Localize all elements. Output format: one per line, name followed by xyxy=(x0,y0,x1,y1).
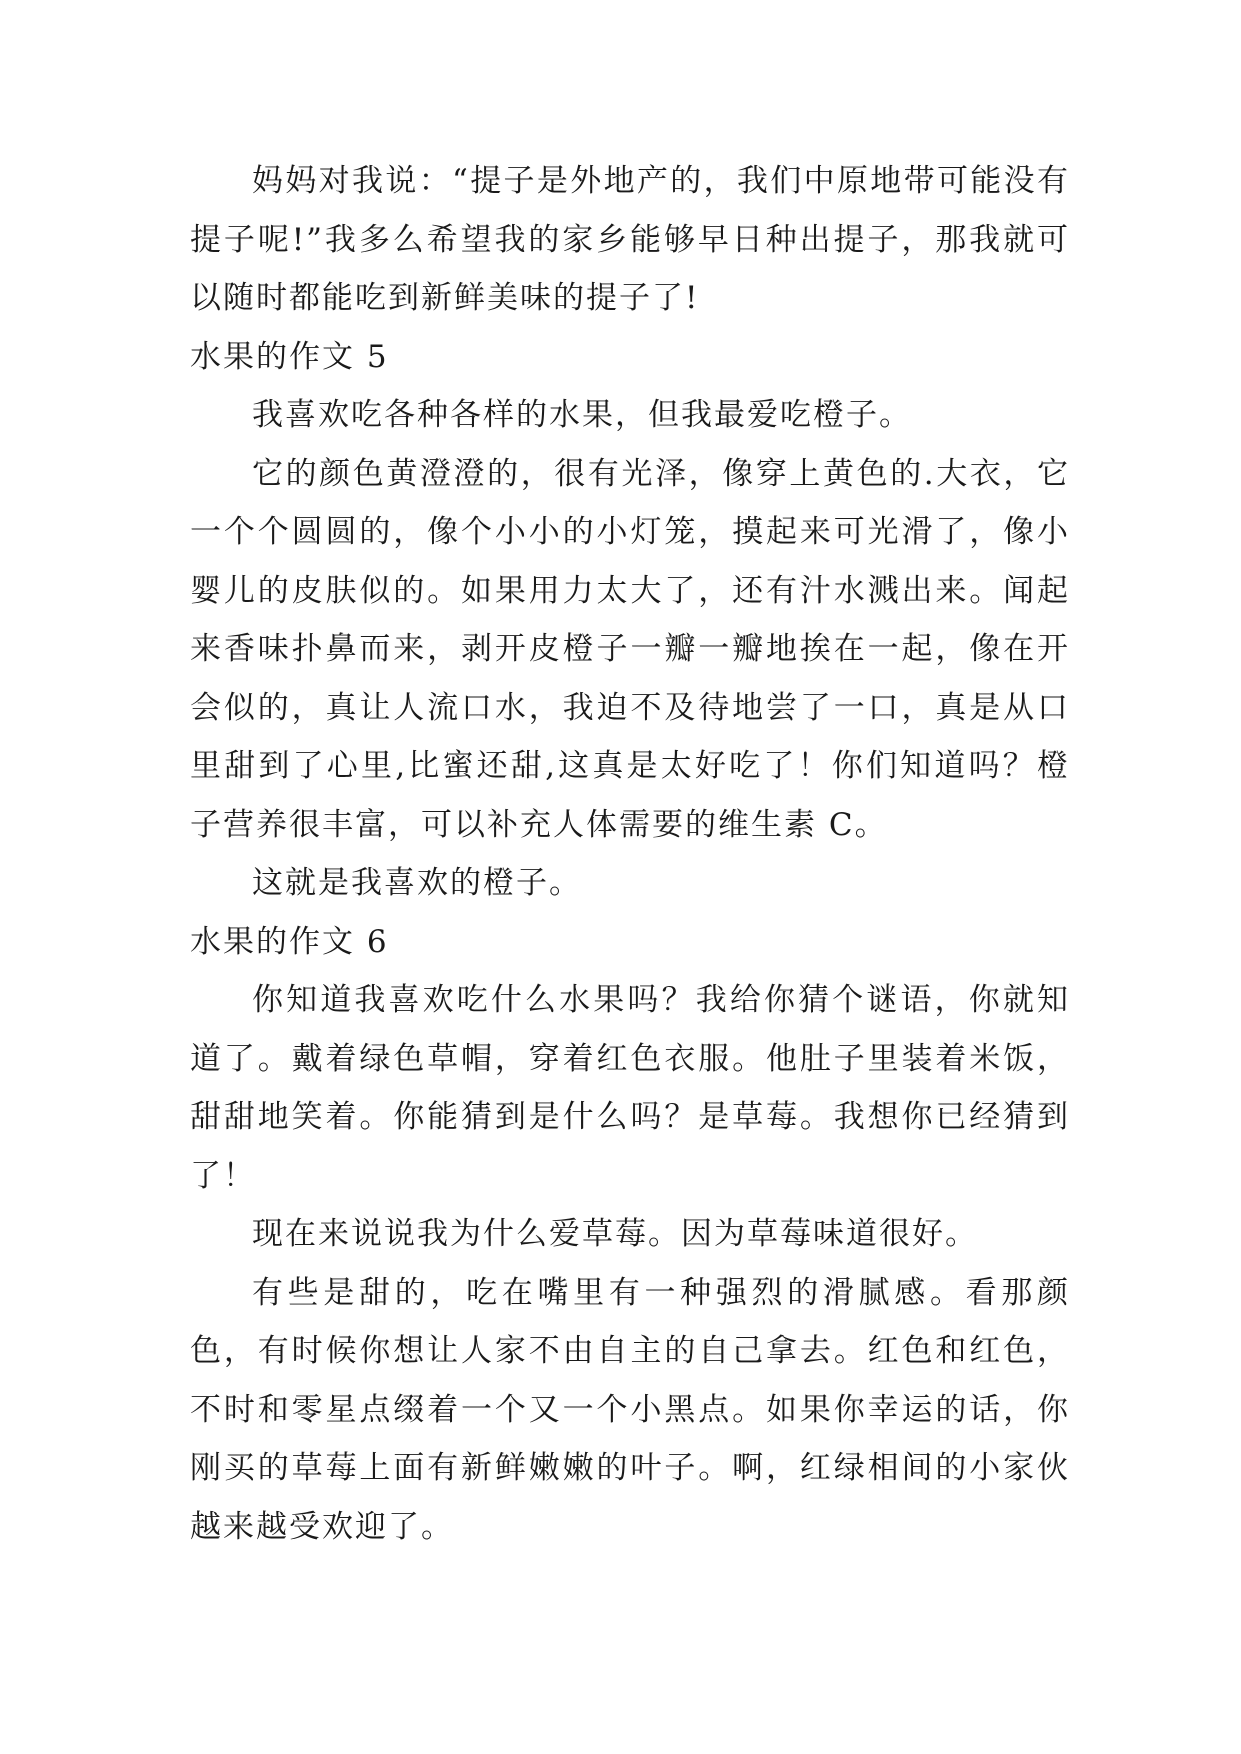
paragraph-orange-conclusion: 这就是我喜欢的橙子。 xyxy=(252,865,582,901)
paragraph-strawberry-description: 有些是甜的，吃在嘴里有一种强烈的滑腻感。看那颜色，有时候你想让人家不由自主的自己拿去。红色和红色，不时和零星点缀着一个又一个小黑点。如果你幸运的话，你刚买的草莓上面有新鲜嫩嫩的叶子。啊，红绿相间的小家伙越来越受欢迎了。 xyxy=(190,1274,1070,1545)
paragraph-love-oranges: 我喜欢吃各种各样的水果，但我最爱吃橙子。 xyxy=(252,397,912,433)
paragraph-why-strawberry: 现在来说说我为什么爱草莓。因为草莓味道很好。 xyxy=(252,1216,978,1252)
paragraph-strawberry-riddle: 你知道我喜欢吃什么水果吗？我给你猜个谜语，你就知道了。戴着绿色草帽，穿着红色衣服。他肚子里装着米饭，甜甜地笑着。你能猜到是什么吗？是草莓。我想你已经猜到了！ xyxy=(190,982,1070,1194)
essay-heading-5: 水果的作文 5 xyxy=(190,338,389,375)
document-page xyxy=(190,152,1070,1556)
paragraph-mother-says: 妈妈对我说：“提子是外地产的，我们中原地带可能没有提子呢!”我多么希望我的家乡能够早日种出提子，那我就可以随时都能吃到新鲜美味的提子了! xyxy=(190,163,1070,316)
paragraph-orange-description: 它的颜色黄澄澄的，很有光泽，像穿上黄色的.大衣，它一个个圆圆的，像个小小的小灯笼，摸起来可光滑了，像小婴儿的皮肤似的。如果用力太大了，还有汁水溅出来。闻起来香味扑鼻而来，剥开皮橙子一瓣一瓣地挨在一起，像在开会似的，真让人流口水，我迫不及待地尝了一口，真是从口里甜到了心里,比蜜还甜,这真是太好吃了！你们知道吗？橙子营养很丰富，可以补充人体需要的维生素 C。 xyxy=(190,455,1070,843)
essay-heading-6: 水果的作文 6 xyxy=(190,923,389,960)
